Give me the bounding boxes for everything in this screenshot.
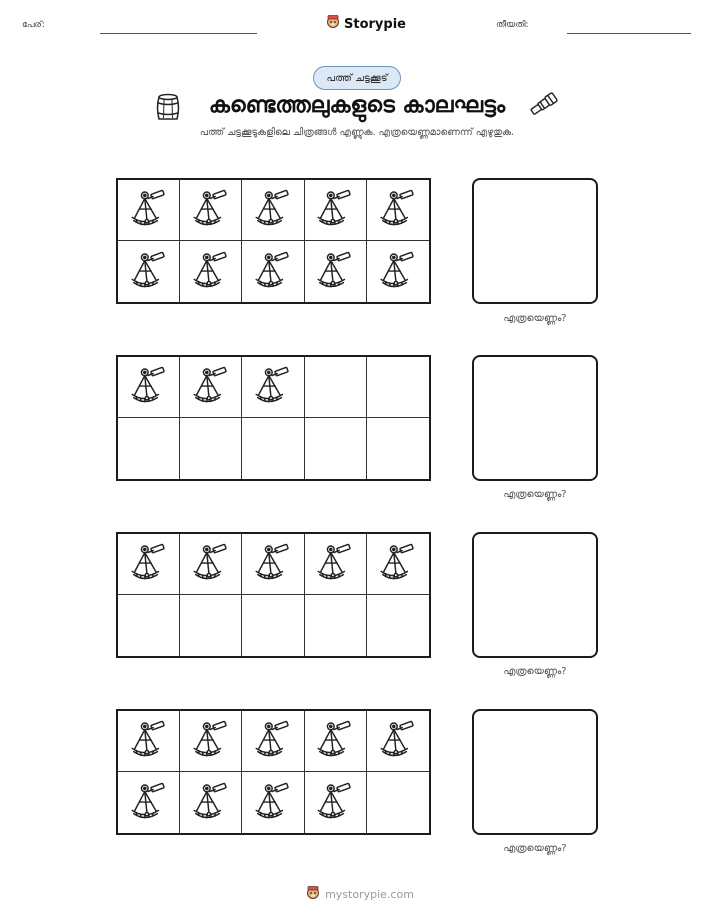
frame-cell [367,241,429,302]
answer-box-1[interactable] [472,178,598,304]
frame-cell [242,357,304,418]
sextant-icon [128,780,170,826]
date-label: തീയതി: [496,20,529,30]
frame-cell [367,534,429,595]
storypie-bear-icon [306,885,320,904]
frame-cell [118,180,180,241]
frame-cell [180,534,242,595]
frame-cell [242,772,304,833]
frame-cell [118,418,180,479]
frame-cell [305,534,367,595]
sextant-icon [252,364,294,410]
frame-cell [242,711,304,772]
sextant-icon [128,541,170,587]
sextant-icon [128,187,170,233]
sextant-icon [128,718,170,764]
frame-cell [367,180,429,241]
sextant-icon [314,780,356,826]
footer [300,884,420,904]
sextant-icon [128,249,170,295]
how-many-label-1: എത്രയെണ്ണം? [503,313,567,324]
sextant-icon [190,541,232,587]
frame-cell [367,357,429,418]
frame-cell [305,357,367,418]
storypie-bear-icon [326,14,340,34]
sextant-icon [252,187,294,233]
ten-frame-3 [116,532,431,658]
frame-cell [180,241,242,302]
sextant-icon [377,249,419,295]
name-label: പേര്: [22,20,45,30]
frame-cell [180,595,242,656]
frame-cell [118,772,180,833]
sextant-icon [190,249,232,295]
frame-cell [305,418,367,479]
frame-cell [118,241,180,302]
frame-cell [242,418,304,479]
frame-cell [180,180,242,241]
sextant-icon [252,718,294,764]
frame-cell [367,595,429,656]
brand-name: Storypie [344,16,406,32]
sextant-icon [314,718,356,764]
frame-cell [367,711,429,772]
sextant-icon [252,780,294,826]
answer-box-4[interactable] [472,709,598,835]
how-many-label-4: എത്രയെണ്ണം? [503,843,567,854]
ten-frame-1 [116,178,431,304]
frame-cell [305,180,367,241]
ten-frame-4 [116,709,431,835]
frame-cell [367,418,429,479]
brand-logo [326,14,406,34]
name-line[interactable] [100,33,257,34]
frame-cell [180,772,242,833]
ten-frame-2 [116,355,431,481]
sextant-icon [314,541,356,587]
telescope-icon [528,92,560,120]
frame-cell [305,711,367,772]
frame-cell [118,534,180,595]
sextant-icon [128,364,170,410]
instructions: പത്ത് ചട്ടക്കൂടുകളിലെ ചിത്രങ്ങൾ എണ്ണുക. എത്രയെണ്ണമാണെന്ന് എഴുതുക. [199,127,515,138]
ten-frame-badge: പത്ത് ചട്ടക്കൂട് [313,66,401,90]
sextant-icon [190,187,232,233]
sextant-icon [190,780,232,826]
frame-cell [305,595,367,656]
sextant-icon [314,249,356,295]
frame-cell [242,595,304,656]
sextant-icon [252,541,294,587]
frame-cell [180,711,242,772]
date-line[interactable] [567,33,691,34]
frame-cell [118,711,180,772]
frame-cell [118,357,180,418]
frame-cell [180,418,242,479]
sextant-icon [190,364,232,410]
footer-url[interactable]: mystorypie.com [325,887,414,901]
sextant-icon [314,187,356,233]
how-many-label-2: എത്രയെണ്ണം? [503,489,567,500]
page-title: കണ്ടെത്തലുകളുടെ കാലഘട്ടം [208,93,506,118]
frame-cell [180,357,242,418]
barrel-icon [155,93,181,127]
frame-cell [242,534,304,595]
answer-box-3[interactable] [472,532,598,658]
sextant-icon [377,718,419,764]
frame-cell [242,241,304,302]
sextant-icon [377,541,419,587]
sextant-icon [252,249,294,295]
sextant-icon [377,187,419,233]
frame-cell [242,180,304,241]
frame-cell [118,595,180,656]
frame-cell [305,241,367,302]
how-many-label-3: എത്രയെണ്ണം? [503,666,567,677]
frame-cell [367,772,429,833]
frame-cell [305,772,367,833]
sextant-icon [190,718,232,764]
answer-box-2[interactable] [472,355,598,481]
